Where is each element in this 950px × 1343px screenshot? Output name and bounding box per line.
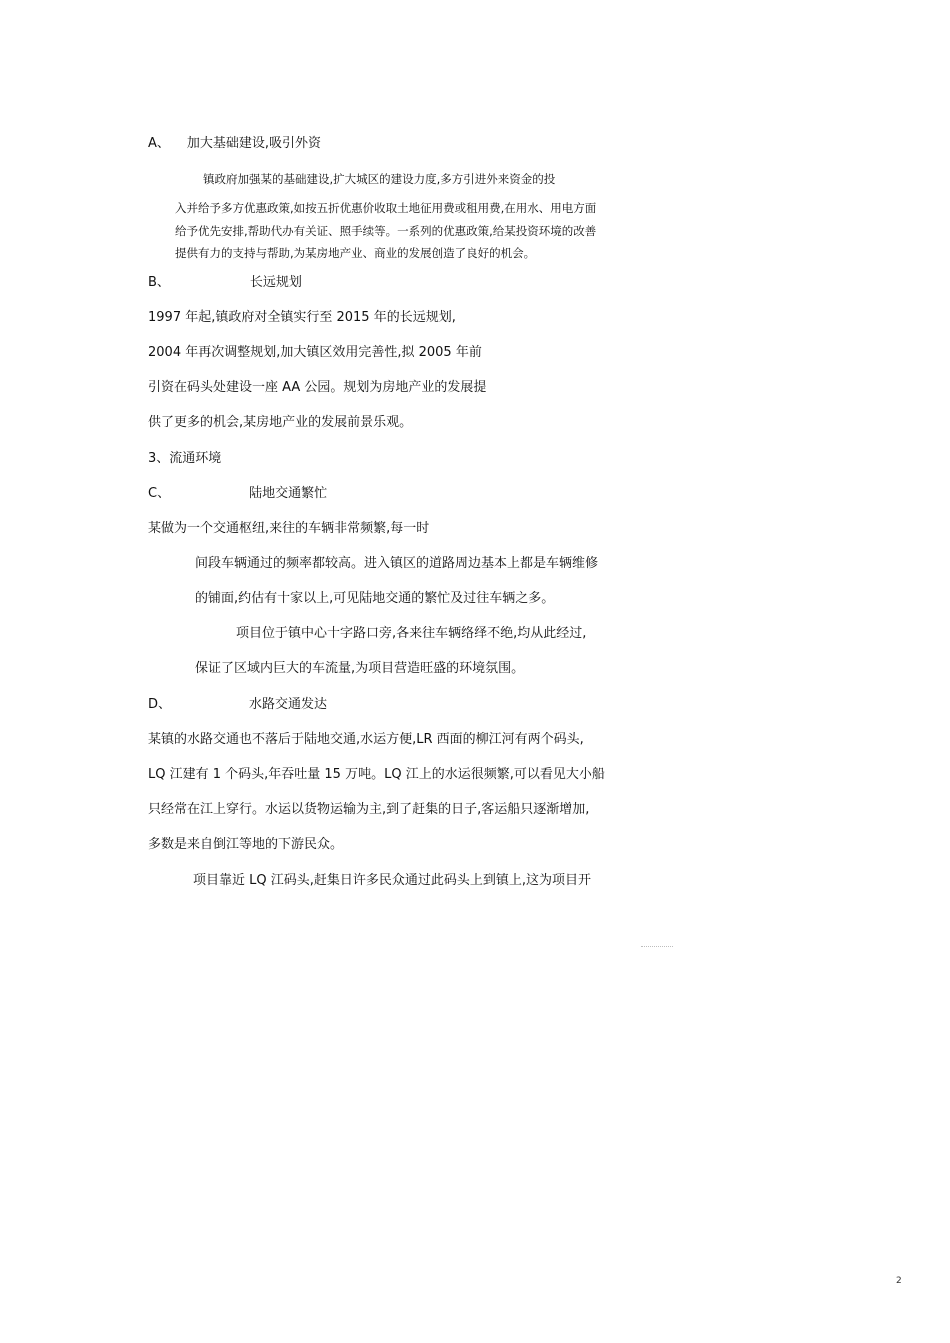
section-d-line-1: 某镇的水路交通也不落后于陆地交通,水运方便,LR 西面的柳江河有两个码头, <box>148 732 584 747</box>
section-c-line-2: 间段车辆通过的频率都较高。进入镇区的道路周边基本上都是车辆维修 <box>195 556 599 571</box>
section-a-line-3: 给予优先安排,帮助代办有关证、照手续等。一系列的优惠政策,给某投资环境的改善 <box>175 224 597 238</box>
section-c-line-5: 保证了区域内巨大的车流量,为项目营造旺盛的环境氛围。 <box>195 661 525 676</box>
section-a-heading <box>148 136 321 152</box>
section-d-label: D、 <box>148 697 172 712</box>
section-d-title: 水路交通发达 <box>249 697 328 712</box>
section-a-line-4: 提供有力的支持与帮助,为某房地产业、商业的发展创造了良好的机会。 <box>175 246 536 260</box>
section-d-line-2: LQ 江建有 1 个码头,年吞吐量 15 万吨。LQ 江上的水运很频繁,可以看见大小船 <box>148 767 605 782</box>
section-c-title: 陆地交通繁忙 <box>249 486 328 501</box>
section-c-label: C、 <box>148 486 171 501</box>
heading-3: 3、流通环境 <box>148 451 222 466</box>
section-c-heading <box>148 486 327 502</box>
section-d-line-5: 项目靠近 LQ 江码头,赶集日许多民众通过此码头上到镇上,这为项目开 <box>193 873 592 888</box>
section-a-line-2: 入并给予多方优惠政策,如按五折优惠价收取土地征用费或租用费,在用水、用电方面 <box>175 201 597 215</box>
section-a-line-1: 镇政府加强某的基础建设,扩大城区的建设力度,多方引进外来资金的投 <box>203 172 556 186</box>
section-b-title: 长远规划 <box>249 275 302 290</box>
page-number: 2 <box>896 1276 902 1286</box>
dotted-mark <box>641 946 673 947</box>
section-d-heading <box>148 697 327 713</box>
section-c-line-4: 项目位于镇中心十字路口旁,各来往车辆络绎不绝,均从此经过, <box>236 626 587 641</box>
section-b-line-2: 2004 年再次调整规划,加大镇区效用完善性,拟 2005 年前 <box>148 345 482 360</box>
section-b-label: B、 <box>148 275 170 290</box>
section-c-line-3: 的铺面,约估有十家以上,可见陆地交通的繁忙及过往车辆之多。 <box>195 591 555 606</box>
section-d-line-3: 只经常在江上穿行。水运以货物运输为主,到了赶集的日子,客运船只逐渐增加, <box>148 802 590 817</box>
section-c-line-1: 某做为一个交通枢纽,来往的车辆非常频繁,每一时 <box>148 521 430 536</box>
section-a-title: 加大基础建设,吸引外资 <box>186 136 322 151</box>
section-b-line-4: 供了更多的机会,某房地产业的发展前景乐观。 <box>148 415 413 430</box>
section-a-label: A、 <box>148 136 170 151</box>
section-b-line-1: 1997 年起,镇政府对全镇实行至 2015 年的长远规划, <box>148 310 456 325</box>
section-b-heading <box>148 275 302 291</box>
section-b-line-3: 引资在码头处建设一座 AA 公园。规划为房地产业的发展提 <box>148 380 487 395</box>
section-d-line-4: 多数是来自倒江等地的下游民众。 <box>148 837 344 852</box>
